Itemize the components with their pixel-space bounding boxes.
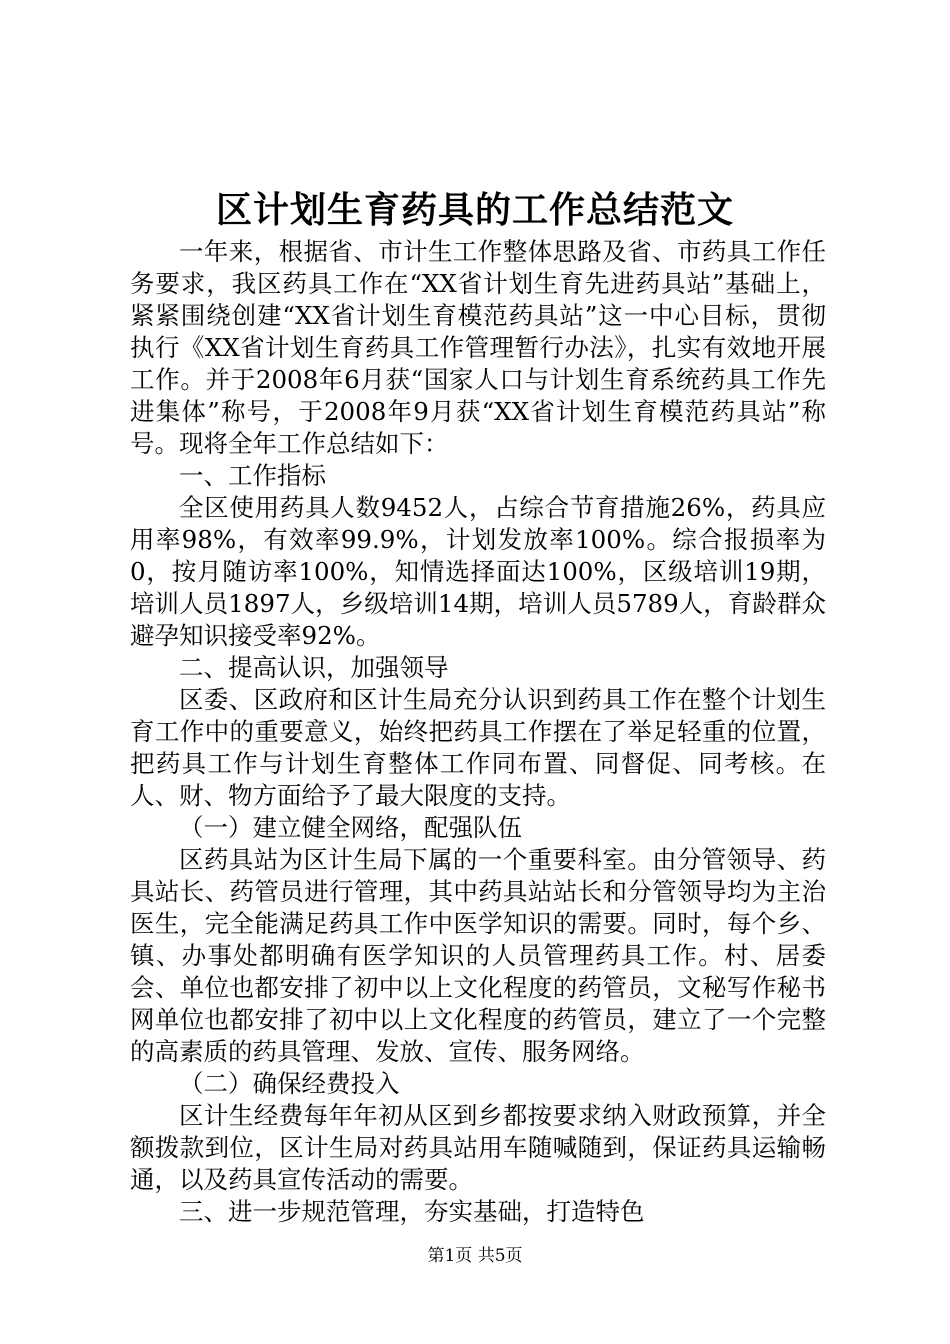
paragraph-indicators: 全区使用药具人数9452人，占综合节育措施26%，药具应用率98%，有效率99.9%，计划发放率100%。综合报损率为0，按月随访率100%，知情选择面达100%，区级培训19期，培训人员1897人，乡级培训14期，培训人员5789人，育龄群众避孕知识接受率92%。 bbox=[130, 493, 826, 650]
heading-work-indicators: 一、工作指标 bbox=[179, 461, 326, 490]
heading-network: （一）建立健全网络，配强队伍 bbox=[179, 813, 522, 842]
document-title: 区计划生育药具的工作总结范文 bbox=[215, 189, 734, 231]
heading-leadership: 二、提高认识，加强领导 bbox=[179, 653, 449, 682]
paragraph-leadership: 区委、区政府和区计生局充分认识到药具工作在整个计划生育工作中的重要意义，始终把药具工作摆在了举足轻重的位置，把药具工作与计划生育整体工作同布置、同督促、同考核。在人、财、物方面给予了最大限度的支持。 bbox=[130, 685, 826, 810]
paragraph-network: 区药具站为区计生局下属的一个重要科室。由分管领导、药具站长、药管员进行管理，其中药具站站长和分管领导均为主治医生，完全能满足药具工作中医学知识的需要。同时，每个乡、镇、办事处都明确有医学知识的人员管理药具工作。村、居委会、单位也都安排了初中以上文化程度的药管员，文秘写作秘书网单位也都安排了初中以上文化程度的药管员，建立了一个完整的高素质的药具管理、发放、宣传、服务网络。 bbox=[130, 845, 826, 1066]
heading-management: 三、进一步规范管理，夯实基础，打造特色 bbox=[179, 1197, 645, 1226]
document-body bbox=[130, 236, 826, 1228]
page-number: 第1页 共5页 bbox=[427, 1246, 523, 1266]
paragraph-intro: 一年来，根据省、市计生工作整体思路及省、市药具工作任务要求，我区药具工作在“XX省计划生育先进药具站”基础上，紧紧围绕创建“XX省计划生育模范药具站”这一中心目标，贯彻执行《XX省计划生育药具工作管理暂行办法》，扎实有效地开展工作。并于2008年6月获“国家人口与计划生育系统药具工作先进集体”称号，于2008年9月获“XX省计划生育模范药具站”称号。现将全年工作总结如下： bbox=[130, 237, 826, 458]
paragraph-funding: 区计生经费每年年初从区到乡都按要求纳入财政预算，并全额拨款到位，区计生局对药具站用车随喊随到，保证药具运输畅通，以及药具宣传活动的需要。 bbox=[130, 1101, 826, 1194]
heading-funding: （二）确保经费投入 bbox=[179, 1069, 400, 1098]
